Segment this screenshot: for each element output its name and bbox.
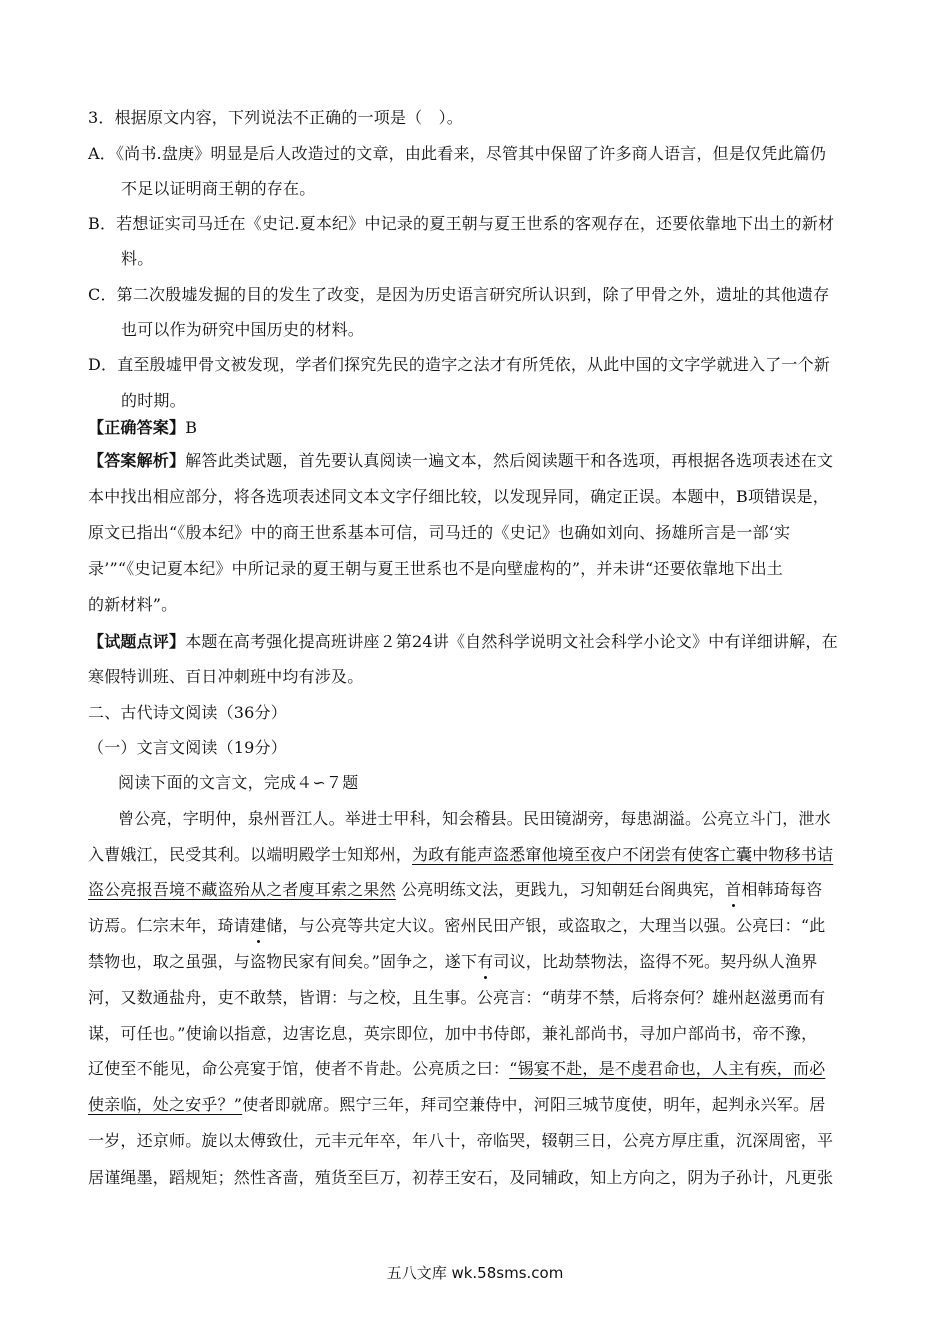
option-c-line-1: C．第二次殷墟发掘的目的发生了改变，是因为历史语言研究所认识到，除了甲骨之外，遗址的其他遗存 — [88, 285, 830, 304]
passage-line-4 — [88, 913, 825, 939]
passage-text: 相韩琦每咨 — [741, 880, 823, 899]
footer-watermark: 五八文库 wk.58sms.com — [386, 1264, 564, 1282]
analysis-text-1: 解答此类试题，首先要认真阅读一遍文本，然后阅读题干和各选项，再根据各选项表述在文 — [185, 451, 834, 470]
comment-line-2: 寒假特训班、百日冲刺班中均有涉及。 — [88, 667, 364, 686]
option-a-line-2: 不足以证明商王朝的存在。 — [121, 179, 316, 198]
option-a-line-1: A．《尚书.盘庚》明显是后人改造过的文章，由此看来，尽管其中保留了许多商人语言，但是仅凭此篇仍 — [88, 144, 827, 163]
passage-line-9 — [88, 1092, 825, 1118]
analysis-line-5: 的新材料”。 — [88, 595, 178, 614]
correct-answer-value: B — [185, 418, 198, 437]
correct-answer-label: 【正确答案】 — [88, 418, 186, 437]
passage-text: 储，与公亮等共定大议。密州民田产银，或盗取之，大理当以强。公亮曰：“此 — [266, 916, 826, 935]
passage-text: 使者即就席。熙宁三年，拜司空兼侍中，河阳三城节度使，明年，起判永兴军。居 — [242, 1095, 826, 1114]
analysis-line-2: 本中找出相应部分，将各选项表述同文本文字仔细比较，以发现异同，确定正误。本题中，B项错误是， — [88, 487, 829, 506]
dotted-character: 首 — [725, 877, 741, 903]
underlined-passage: 使亲临，处之安乎？” — [88, 1095, 243, 1114]
passage-line-6: 河，又数通盐舟，吏不敢禁，皆谓：与之校，且生事。公亮言：“萌芽不禁，后将奈何？雄州赵滋勇而有 — [88, 988, 826, 1007]
passage-text: 入曹娥江，民受其利。以端明殿学士知郑州， — [88, 845, 413, 864]
passage-text: 禁物也，取之虽强，与盗物民家有间矣。”固争之，遂下 — [88, 952, 478, 971]
passage-line-8 — [88, 1056, 825, 1082]
passage-text: 辽使至不能见，命公亮宴于馆，使者不肯赴。公亮质之曰： — [88, 1059, 510, 1078]
passage-text: 公亮明练文法，更践九，习知朝廷台阁典宪， — [401, 880, 726, 899]
option-b-line-1: B．若想证实司马迁在《史记.夏本纪》中记录的夏王朝与夏王世系的客观存在，还要依靠地下出土的新材 — [88, 214, 835, 233]
analysis-line-3: 原文已指出“《殷本纪》中的商王世系基本可信，司马迁的《史记》也确如刘向、扬雄所言是一部‘实 — [88, 523, 791, 542]
underlined-passage: 盗公亮报吾境不藏盗殆从之者廋耳索之果然 — [88, 880, 396, 899]
comment-label: 【试题点评】 — [88, 632, 186, 651]
question-3-stem: 3．根据原文内容，下列说法不正确的一项是（ ）。 — [88, 108, 463, 127]
section-2-subtitle: （一）文言文阅读（19分） — [88, 738, 287, 757]
section-2-title: 二、古代诗文阅读（36分） — [88, 703, 287, 722]
passage-line-10: 一岁，还京师。旋以太傅致仕，元丰元年卒，年八十，帝临哭，辍朝三日，公亮方厚庄重，沉深周密，平 — [88, 1131, 834, 1150]
passage-line-7: 谋，可任也。”使谕以指意，边害讫息，英宗即位，加中书侍郎，兼礼部尚书，寻加户部尚书，帝不豫， — [88, 1024, 818, 1043]
option-d-line-2: 的时期。 — [121, 391, 186, 410]
option-d-line-1: D．直至殷墟甲骨文被发现，学者们探究先民的造字之法才有所凭依，从此中国的文字学就进入了一个新 — [88, 355, 831, 374]
option-b-line-2: 料。 — [121, 249, 154, 268]
passage-line-11: 居谨绳墨，蹈规矩；然性吝啬，殖货至巨万，初荐王安石，及同辅政，知上方向之，阴为子孙计，凡更张 — [88, 1168, 834, 1187]
passage-line-3 — [88, 877, 822, 903]
option-c-line-2: 也可以作为研究中国历史的材料。 — [121, 320, 365, 339]
passage-text: 司议，比劫禁物法，盗得不死。契丹纵人渔界 — [493, 952, 818, 971]
analysis-line-1 — [88, 448, 833, 474]
passage-line-2 — [88, 842, 833, 868]
analysis-label: 【答案解析】 — [88, 451, 186, 470]
underlined-passage: 为政有能声盗悉窜他境至夜户不闭尝有使客亡囊中物移书诘 — [412, 845, 834, 864]
dotted-character: 有 — [477, 949, 493, 975]
passage-line-1: 曾公亮，字明仲，泉州晋江人。举进士甲科，知会稽县。民田镜湖旁，每患湖溢。公亮立斗门，泄水 — [118, 809, 831, 828]
reading-instruction: 阅读下面的文言文，完成４∽７题 — [118, 773, 359, 792]
underlined-passage: “锡宴不赴，是不虔君命也，人主有疾，而必 — [509, 1059, 826, 1078]
passage-text: 访焉。仁宗末年，琦请 — [88, 916, 251, 935]
comment-line-1 — [88, 629, 838, 655]
correct-answer — [88, 415, 197, 441]
dotted-character: 建 — [250, 913, 266, 939]
passage-line-5 — [88, 949, 817, 975]
comment-text-1: 本题在高考强化提高班讲座２第24讲《自然科学说明文社会科学小论文》中有详细讲解，在 — [185, 632, 838, 651]
analysis-line-4: 录’”“《史记夏本纪》中所记录的夏王朝与夏王世系也不是向壁虚构的”，并未讲“还要依靠地下出土 — [88, 559, 784, 578]
